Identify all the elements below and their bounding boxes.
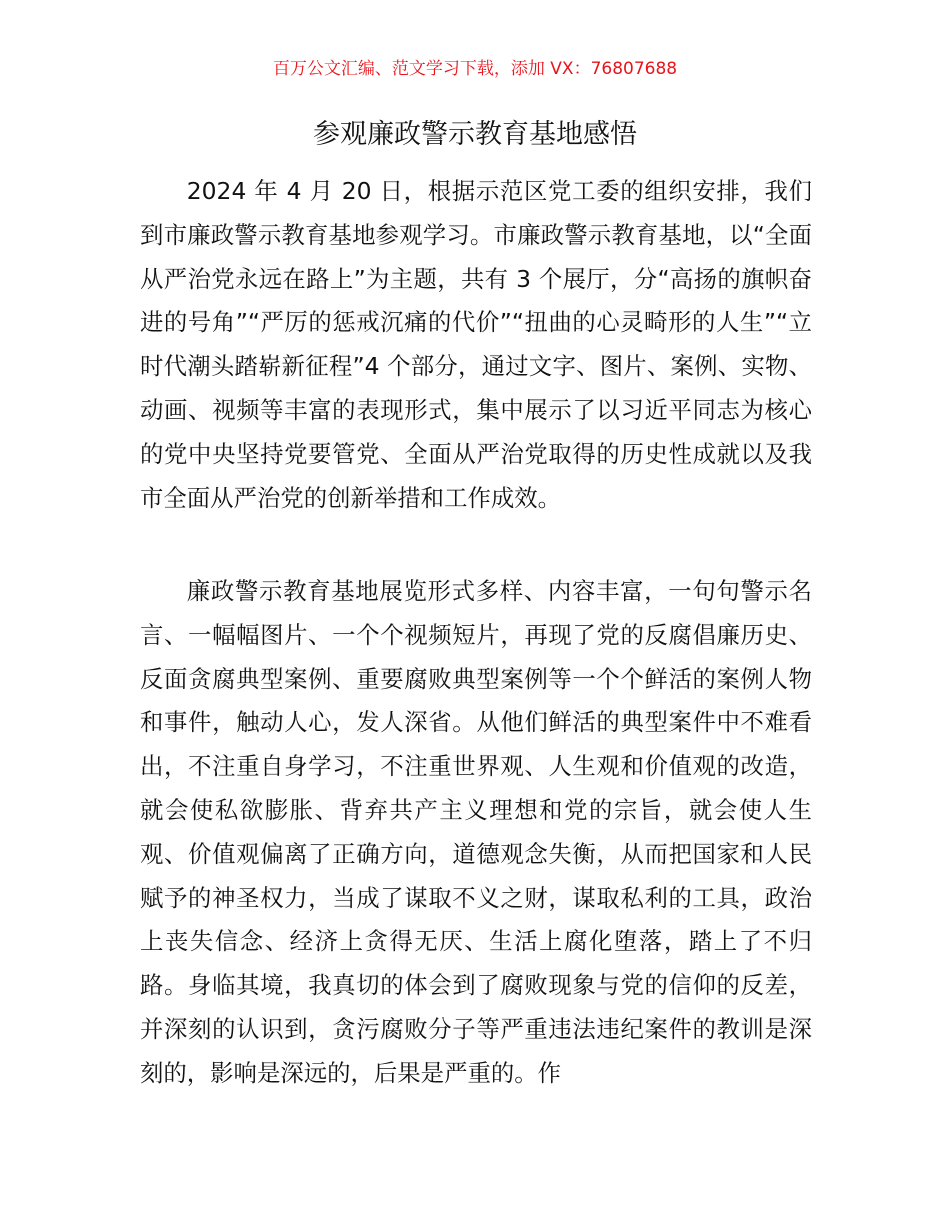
document-title: 参观廉政警示教育基地感悟 (313, 119, 637, 150)
header-watermark-note: 百万公文汇编、范文学习下载，添加 VX：76807688 (272, 59, 678, 79)
body-paragraph-1: 2024 年 4 月 20 日，根据示范区党工委的组织安排，我们到市廉政警示教育基地参观学习。市廉政警示教育基地，以“全面从严治党永远在路上”为主题，共有 3 个展厅，分“高扬的旗帜奋进的号角”“严厉的惩戒沉痛的代价”“扭曲的心灵畸形的人生”“立时代潮头踏崭新征程”4 个部分，通过文字、图片、案例、实物、动画、视频等丰富的表现形式，集中展示了以习近平同志为核心的党中央坚持党要管党、全面从严治党取得的历史性成就以及我市全面从严治党的创新举措和工作成效。 (140, 177, 812, 512)
body-paragraph-2: 廉政警示教育基地展览形式多样、内容丰富，一句句警示名言、一幅幅图片、一个个视频短片，再现了党的反腐倡廉历史、反面贪腐典型案例、重要腐败典型案例等一个个鲜活的案例人物和事件，触动人心，发人深省。从他们鲜活的典型案件中不难看出，不注重自身学习，不注重世界观、人生观和价值观的改造，就会使私欲膨胀、背弃共产主义理想和党的宗旨，就会使人生观、价值观偏离了正确方向，道德观念失衡，从而把国家和人民赋予的神圣权力，当成了谋取不义之财，谋取私利的工具，政治上丧失信念、经济上贪得无厌、生活上腐化堕落，踏上了不归路。身临其境，我真切的体会到了腐败现象与党的信仰的反差，并深刻的认识到，贪污腐败分子等严重违法违纪案件的教训是深刻的，影响是深远的，后果是严重的。作 (140, 577, 812, 1087)
